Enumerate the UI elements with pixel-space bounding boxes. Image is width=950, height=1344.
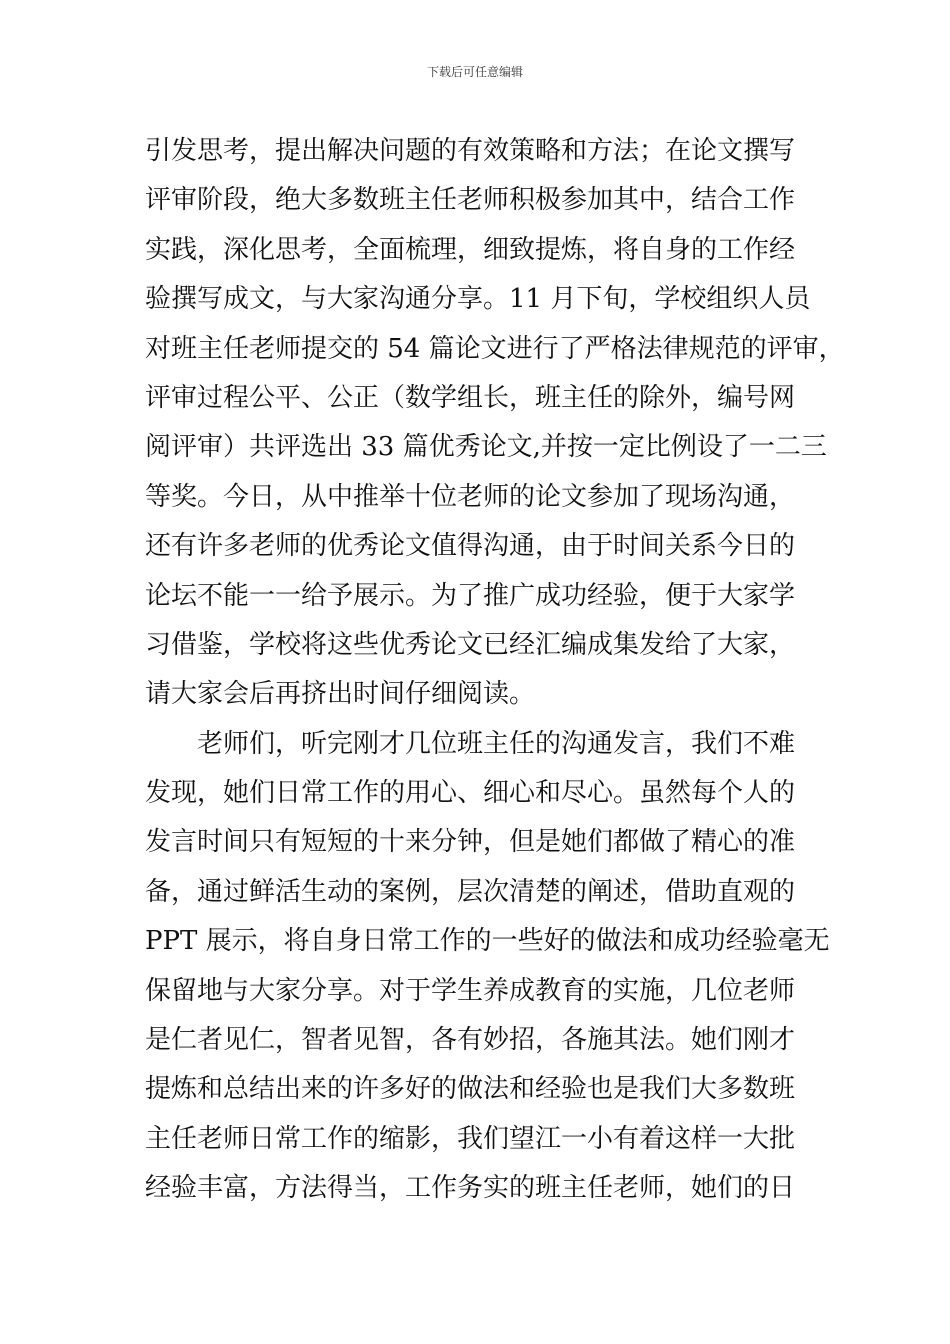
text-line: 习借鉴，学校将这些优秀论文已经汇编成集发给了大家， [145, 629, 796, 660]
text-line: PPT 展示，将自身日常工作的一些好的做法和成功经验毫无 [145, 926, 830, 957]
text-line: 还有许多老师的优秀论文值得沟通，由于时间关系今日的 [145, 531, 796, 562]
text-line: 是仁者见仁，智者见智，各有妙招，各施其法。她们刚才 [145, 1025, 796, 1056]
text-line: 等奖。今日，从中推举十位老师的论文参加了现场沟通， [145, 481, 796, 512]
text-line: 提炼和总结出来的许多好的做法和经验也是我们大多数班 [145, 1074, 796, 1105]
text-line: 主任老师日常工作的缩影，我们望江一小有着这样一大批 [145, 1123, 796, 1154]
text-line: 请大家会后再挤出时间仔细阅读。 [145, 679, 536, 710]
page-header: 下载后可任意编辑 [426, 65, 523, 79]
text-line: 阅评审）共评选出 33 篇优秀论文,并按一定比例设了一二三 [145, 432, 827, 463]
text-line: 保留地与大家分享。对于学生养成教育的实施，几位老师 [145, 975, 796, 1006]
text-line: 备，通过鲜活生动的案例，层次清楚的阐述，借助直观的 [145, 876, 796, 907]
paragraph-first-line: 老师们，听完刚才几位班主任的沟通发言，我们不难 [197, 728, 796, 759]
text-line: 论坛不能一一给予展示。为了推广成功经验，便于大家学 [145, 580, 796, 611]
text-line: 验撰写成文，与大家沟通分享。11 月下旬，学校组织人员 [145, 284, 811, 315]
text-line: 经验丰富，方法得当，工作务实的班主任老师，她们的日 [145, 1173, 796, 1204]
text-line: 评审阶段，绝大多数班主任老师积极参加其中，结合工作 [145, 185, 796, 216]
text-line: 发现，她们日常工作的用心、细心和尽心。虽然每个人的 [145, 778, 796, 809]
text-line: 实践，深化思考，全面梳理，细致提炼，将自身的工作经 [145, 234, 796, 265]
text-line: 发言时间只有短短的十来分钟，但是她们都做了精心的准 [145, 827, 796, 858]
text-line: 对班主任老师提交的 54 篇论文进行了严格法律规范的评审， [145, 333, 845, 364]
document-body [145, 127, 845, 1214]
text-line: 引发思考，提出解决问题的有效策略和方法；在论文撰写 [145, 136, 796, 166]
text-line: 评审过程公平、公正（数学组长，班主任的除外，编号网 [145, 382, 796, 413]
